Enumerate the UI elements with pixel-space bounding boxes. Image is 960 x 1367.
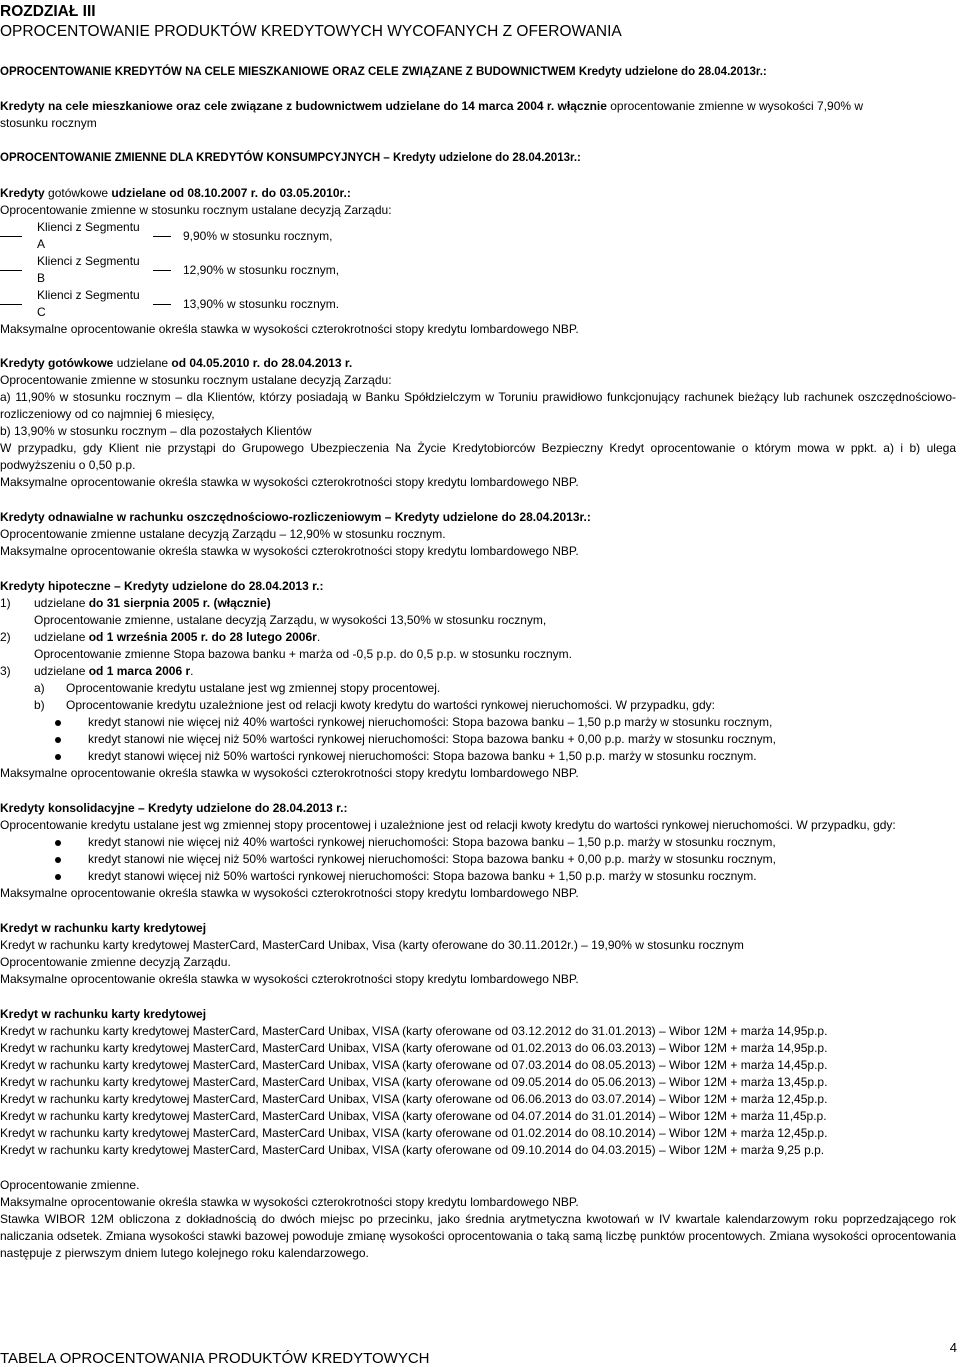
mortgage-item-1	[0, 595, 956, 612]
heading-part-1: Kredyty gotówkowe	[0, 356, 114, 370]
card-rate-line: Kredyt w rachunku karty kredytowej MasterCard, MasterCard Unibax, VISA (karty oferowane od 06.06.2013 do 03.07.2014) – Wibor 12M + marża 12,45p.p.	[0, 1092, 828, 1106]
max-rate-note: Maksymalne oprocentowanie określa stawka w wysokości czterokrotności stopy kredytu lombardowego NBP.	[0, 544, 579, 558]
segment-name: Klienci z Segmentu C	[37, 288, 140, 319]
item-period: od 1 września 2005 r. do 28 lutego 2006r	[88, 630, 317, 644]
dash-marker	[153, 270, 171, 271]
card-rate-line: Kredyt w rachunku karty kredytowej MasterCard, MasterCard Unibax, VISA (karty oferowane od 09.05.2014 do 05.06.2013) – Wibor 12M + marża 13,45p.p.	[0, 1075, 828, 1089]
revolving-loans-rate: Oprocentowanie zmienne ustalane decyzją Zarządu – 12,90% w stosunku rocznym.	[0, 527, 446, 541]
item-number: 2)	[0, 630, 11, 644]
ltv-bullet	[0, 714, 956, 731]
bullet-icon	[55, 840, 61, 846]
bullet-text: kredyt stanowi nie więcej niż 40% wartości rynkowej nieruchomości: Stopa bazowa banku – 1,50 p.p. marży w stosunku rocznym,	[88, 835, 776, 849]
mortgage-item-3	[0, 663, 956, 680]
heading-part-3: udzielane od 08.10.2007 r. do 03.05.2010r.:	[111, 186, 351, 200]
item-number: 3)	[0, 664, 11, 678]
bullet-text: kredyt stanowi nie więcej niż 50% wartości rynkowej nieruchomości: Stopa bazowa banku + 0,00 p.p. marży w stosunku rocznym,	[88, 732, 776, 746]
bullet-icon	[55, 857, 61, 863]
bullet-icon	[55, 874, 61, 880]
sub-label: b)	[34, 698, 45, 712]
segment-rate: 12,90% w stosunku rocznym,	[183, 262, 340, 277]
cash-loans-2010-heading	[0, 355, 956, 372]
variable-rate-note: Oprocentowanie zmienne.	[0, 1178, 140, 1192]
max-rate-note: Maksymalne oprocentowanie określa stawka w wysokości czterokrotności stopy kredytu lombardowego NBP.	[0, 322, 579, 336]
card-rate-line: Kredyt w rachunku karty kredytowej MasterCard, MasterCard Unibax, VISA (karty oferowane od 09.10.2014 do 04.03.2015) – Wibor 12M + marża 9,25 p.p.	[0, 1143, 825, 1157]
mortgage-item-1-rate: Oprocentowanie zmienne, ustalane decyzją Zarządu, w wysokości 13,50% w stosunku rocznym,	[34, 613, 547, 627]
bullet-icon	[55, 754, 61, 760]
mortgage-purpose-bold: Kredyty na cele mieszkaniowe oraz cele związane z budownictwem udzielane do 14 marca 2004 r. włącznie	[0, 99, 607, 113]
footer-title: TABELA OPROCENTOWANIA PRODUKTÓW KREDYTOWYCH	[0, 1350, 430, 1367]
item-period: do 31 sierpnia 2005 r. (włącznie)	[88, 596, 271, 610]
max-rate-note: Maksymalne oprocentowanie określa stawka w wysokości czterokrotności stopy kredytu lombardowego NBP.	[0, 766, 579, 780]
section-heading-consumer: OPROCENTOWANIE ZMIENNE DLA KREDYTÓW KONSUMPCYJNYCH – Kredyty udzielone do 28.04.2013r.:	[0, 152, 581, 164]
max-rate-note: Maksymalne oprocentowanie określa stawka w wysokości czterokrotności stopy kredytu lombardowego NBP.	[0, 972, 579, 986]
mortgage-loans-heading: Kredyty hipoteczne – Kredyty udzielone do 28.04.2013 r.:	[0, 579, 324, 593]
bullet-icon	[55, 737, 61, 743]
sub-text: Oprocentowanie kredytu ustalane jest wg zmiennej stopy procentowej.	[66, 681, 441, 695]
segment-row	[0, 219, 956, 253]
bullet-text: kredyt stanowi nie więcej niż 40% wartości rynkowej nieruchomości: Stopa bazowa banku – 1,50 p.p marży w stosunku rocznym,	[88, 715, 773, 729]
max-rate-note: Maksymalne oprocentowanie określa stawka w wysokości czterokrotności stopy kredytu lombardowego NBP.	[0, 475, 579, 489]
ltv-bullet	[0, 748, 956, 765]
bullet-text: kredyt stanowi nie więcej niż 50% wartości rynkowej nieruchomości: Stopa bazowa banku + 0,00 p.p. marży w stosunku rocznym,	[88, 852, 776, 866]
credit-card-rate: Kredyt w rachunku karty kredytowej MasterCard, MasterCard Unibax, Visa (karty oferowane do 30.11.2012r.) – 19,90% w stosunku rocznym	[0, 938, 744, 952]
heading-part-3: od 04.05.2010 r. do 28.04.2013 r.	[171, 356, 353, 370]
cash-loans-2010-item-b: b) 13,90% w stosunku rocznym – dla pozostałych Klientów	[0, 424, 312, 438]
cash-loans-2010-item-a: a) 11,90% w stosunku rocznym – dla Klientów, którzy posiadają w Banku Spółdzielczym w Toruniu prawidłowo funkcjonujący rachunek bieżący lub rachunek oszczędnościowo-rozliczeniowy od co najmniej 6 miesięcy,	[0, 390, 956, 421]
ltv-bullet	[0, 868, 956, 885]
ltv-bullet	[0, 851, 956, 868]
card-rate-line: Kredyt w rachunku karty kredytowej MasterCard, MasterCard Unibax, VISA (karty oferowane od 07.03.2014 do 08.05.2013) – Wibor 12M + marża 14,45p.p.	[0, 1058, 828, 1072]
dash-marker	[0, 304, 22, 305]
segment-name: Klienci z Segmentu B	[37, 254, 140, 285]
chapter-title: OPROCENTOWANIE PRODUKTÓW KREDYTOWYCH WYCOFANYCH Z OFEROWANIA	[0, 23, 622, 40]
item-prefix: udzielane	[34, 630, 89, 644]
item-number: 1)	[0, 596, 11, 610]
mortgage-item-2	[0, 629, 956, 646]
segment-row	[0, 253, 956, 287]
dash-marker	[153, 304, 171, 305]
cash-loans-2007-intro: Oprocentowanie zmienne w stosunku rocznym ustalane decyzją Zarządu:	[0, 203, 392, 217]
dash-marker	[0, 270, 22, 271]
mortgage-purpose-paragraph	[0, 98, 956, 115]
item-prefix: udzielane	[34, 596, 89, 610]
credit-card-rate-note: Oprocentowanie zmienne decyzją Zarządu.	[0, 955, 231, 969]
revolving-loans-heading: Kredyty odnawialne w rachunku oszczędnościowo-rozliczeniowym – Kredyty udzielone do 28.04.2013r.:	[0, 510, 591, 524]
document-body	[0, 64, 956, 1262]
bullet-icon	[55, 720, 61, 726]
mortgage-item-3b	[0, 697, 956, 714]
max-rate-note: Maksymalne oprocentowanie określa stawka w wysokości czterokrotności stopy kredytu lombardowego NBP.	[0, 1195, 579, 1209]
mortgage-purpose-line2: stosunku rocznym	[0, 116, 97, 130]
mortgage-item-2-rate: Oprocentowanie zmienne Stopa bazowa banku + marża od -0,5 p.p. do 0,5 p.p. w stosunku rocznym.	[34, 647, 572, 661]
segment-name: Klienci z Segmentu A	[37, 220, 140, 251]
card-rate-line: Kredyt w rachunku karty kredytowej MasterCard, MasterCard Unibax, VISA (karty oferowane od 03.12.2012 do 31.01.2013) – Wibor 12M + marża 14,95p.p.	[0, 1024, 828, 1038]
item-suffix: .	[190, 664, 194, 678]
segment-row	[0, 287, 956, 321]
ltv-bullet	[0, 834, 956, 851]
dash-marker	[153, 236, 171, 237]
mortgage-purpose-rest: oprocentowanie zmienne w wysokości 7,90% w	[606, 99, 864, 113]
max-rate-note: Maksymalne oprocentowanie określa stawka w wysokości czterokrotności stopy kredytu lombardowego NBP.	[0, 886, 579, 900]
heading-part-2: udzielane	[113, 356, 172, 370]
mortgage-item-3a	[0, 680, 956, 697]
sub-text: Oprocentowanie kredytu uzależnione jest od relacji kwoty kredytu do wartości rynkowej nieruchomości. W przypadku, gdy:	[66, 698, 715, 712]
heading-part-2: gotówkowe	[44, 186, 112, 200]
credit-card-wibor-heading: Kredyt w rachunku karty kredytowej	[0, 1007, 207, 1021]
cash-loans-2010-intro: Oprocentowanie zmienne w stosunku rocznym ustalane decyzją Zarządu:	[0, 373, 392, 387]
cash-loans-2007-heading	[0, 185, 956, 202]
chapter-number: ROZDZIAŁ III	[0, 3, 96, 20]
card-rate-line: Kredyt w rachunku karty kredytowej MasterCard, MasterCard Unibax, VISA (karty oferowane od 04.07.2014 do 31.01.2014) – Wibor 12M + marża 11,45p.p.	[0, 1109, 827, 1123]
card-rate-line: Kredyt w rachunku karty kredytowej MasterCard, MasterCard Unibax, VISA (karty oferowane od 01.02.2013 do 06.03.2013) – Wibor 12M + marża 14,95p.p.	[0, 1041, 828, 1055]
consolidation-loans-heading: Kredyty konsolidacyjne – Kredyty udzielone do 28.04.2013 r.:	[0, 801, 348, 815]
heading-part-1: Kredyty	[0, 186, 45, 200]
page-number: 4	[949, 1340, 957, 1355]
segment-rate: 13,90% w stosunku rocznym.	[183, 296, 340, 311]
item-period: od 1 marca 2006 r	[88, 664, 191, 678]
wibor-explanation: Stawka WIBOR 12M obliczona z dokładnością do dwóch miejsc po przecinku, jako średnia arytmetyczna kwotowań w IV kwartale kalendarzowym roku poprzedzającego rok naliczania odsetek. Zmiana wysokości stawki bazowej powoduje zmianę wysokości oprocentowania o taką samą liczbę punktów procentowych. Zmiana wysokości oprocentowania następuje z pierwszym dniem lutego kolejnego roku kalendarzowego.	[0, 1212, 956, 1260]
segment-rate: 9,90% w stosunku rocznym,	[183, 228, 333, 243]
dash-marker	[0, 236, 22, 237]
item-prefix: udzielane	[34, 664, 89, 678]
sub-label: a)	[34, 681, 45, 695]
cash-loans-2010-insurance-note: W przypadku, gdy Klient nie przystąpi do Grupowego Ubezpieczenia Na Życie Kredytobiorców Bezpieczny Kredyt oprocentowanie o którym mowa w ppkt. a) i b) ulega podwyższeniu o 0,50 p.p.	[0, 441, 956, 472]
credit-card-heading: Kredyt w rachunku karty kredytowej	[0, 921, 207, 935]
section-heading-mortgage-purpose: OPROCENTOWANIE KREDYTÓW NA CELE MIESZKANIOWE ORAZ CELE ZWIĄZANE Z BUDOWNICTWEM Kredyty udzielone do 28.04.2013r.:	[0, 66, 767, 78]
item-suffix: .	[316, 630, 321, 644]
bullet-text: kredyt stanowi więcej niż 50% wartości rynkowej nieruchomości: Stopa bazowa banku + 1,50 p.p. marży w stosunku rocznym.	[88, 869, 757, 883]
bullet-text: kredyt stanowi więcej niż 50% wartości rynkowej nieruchomości: Stopa bazowa banku + 1,50 p.p. marży w stosunku rocznym.	[88, 749, 757, 763]
ltv-bullet	[0, 731, 956, 748]
consolidation-loans-text: Oprocentowanie kredytu ustalane jest wg zmiennej stopy procentowej i uzależnione jest od relacji kwoty kredytu do wartości rynkowej nieruchomości. W przypadku, gdy:	[0, 818, 896, 832]
card-rate-line: Kredyt w rachunku karty kredytowej MasterCard, MasterCard Unibax, VISA (karty oferowane od 01.02.2014 do 08.10.2014) – Wibor 12M + marża 12,45p.p.	[0, 1126, 828, 1140]
